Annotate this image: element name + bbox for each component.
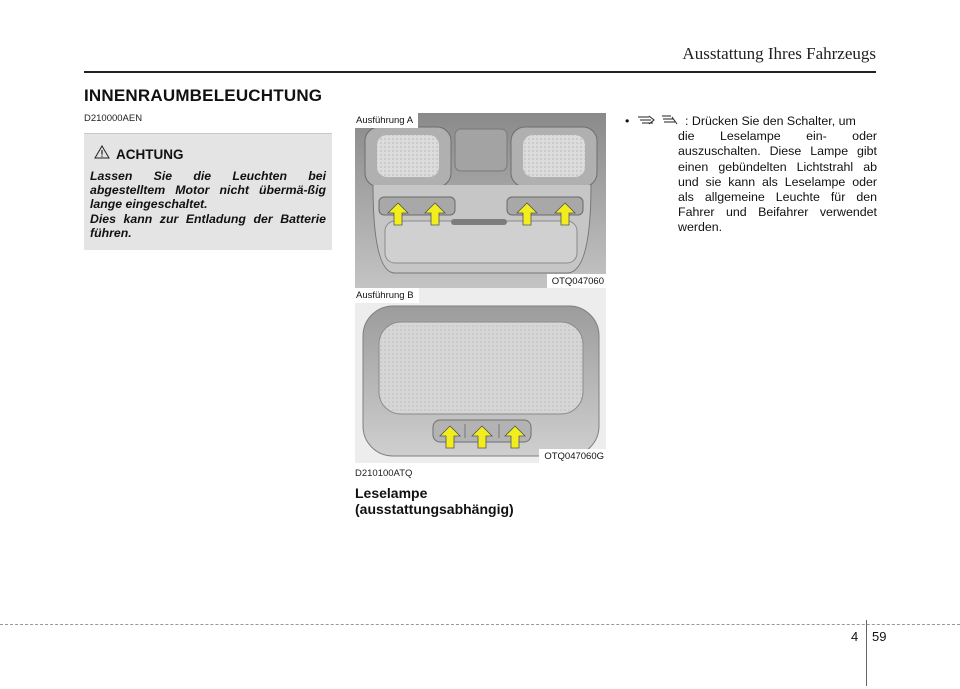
bullet: •	[625, 114, 630, 128]
figure-variant-label: Ausführung A	[355, 113, 418, 128]
subsection-title	[355, 485, 514, 517]
figure-variant-label: Ausführung B	[355, 288, 419, 303]
subsection-code: D210100ATQ	[355, 468, 413, 479]
subsection-title-line1: Leselampe	[355, 485, 428, 501]
arrow-markers-b	[440, 426, 525, 448]
reading-lamp-icon	[661, 114, 679, 129]
footer-page-number: 59	[872, 629, 887, 644]
warning-triangle-icon	[94, 145, 110, 164]
console-photo-b	[355, 288, 606, 463]
header-rule	[84, 71, 876, 73]
description-lead: : Drücken Sie den Schalter, um	[685, 114, 856, 128]
figure-variant-a	[355, 113, 606, 288]
reading-lamp-icon	[637, 114, 655, 129]
figure-code: OTQ047060	[547, 274, 606, 288]
section-code: D210000AEN	[84, 113, 143, 124]
subsection-title-line2: (ausstattungsabhängig)	[355, 501, 514, 517]
section-title: INNENRAUMBELEUCHTUNG	[84, 86, 323, 105]
figure-code: OTQ047060G	[539, 449, 606, 463]
reading-lamp-description	[625, 114, 877, 236]
page-header-title: Ausstattung Ihres Fahrzeugs	[682, 44, 876, 63]
description-body: die Leselampe ein- oder auszuschalten. Diese Lampe gibt einen gebündelten Lichtstrahl ab und sie kann als Leselampe oder als allgemeine Leuchte für den Fahrer und Beifahrer verwendet werden.	[678, 129, 877, 235]
caution-text-1: Lassen Sie die Leuchten bei abgestelltem Motor nicht übermä-ßig lange eingeschaltet.	[90, 169, 326, 211]
caution-box	[84, 133, 332, 250]
figure-variant-b	[355, 288, 606, 463]
console-photo-a	[355, 113, 606, 288]
footer-divider	[866, 620, 867, 686]
footer-rule	[0, 624, 960, 625]
caution-heading: ACHTUNG	[116, 147, 184, 162]
caution-text-2: Dies kann zur Entladung der Batterie führen.	[90, 212, 326, 240]
footer-section-number: 4	[851, 629, 859, 644]
